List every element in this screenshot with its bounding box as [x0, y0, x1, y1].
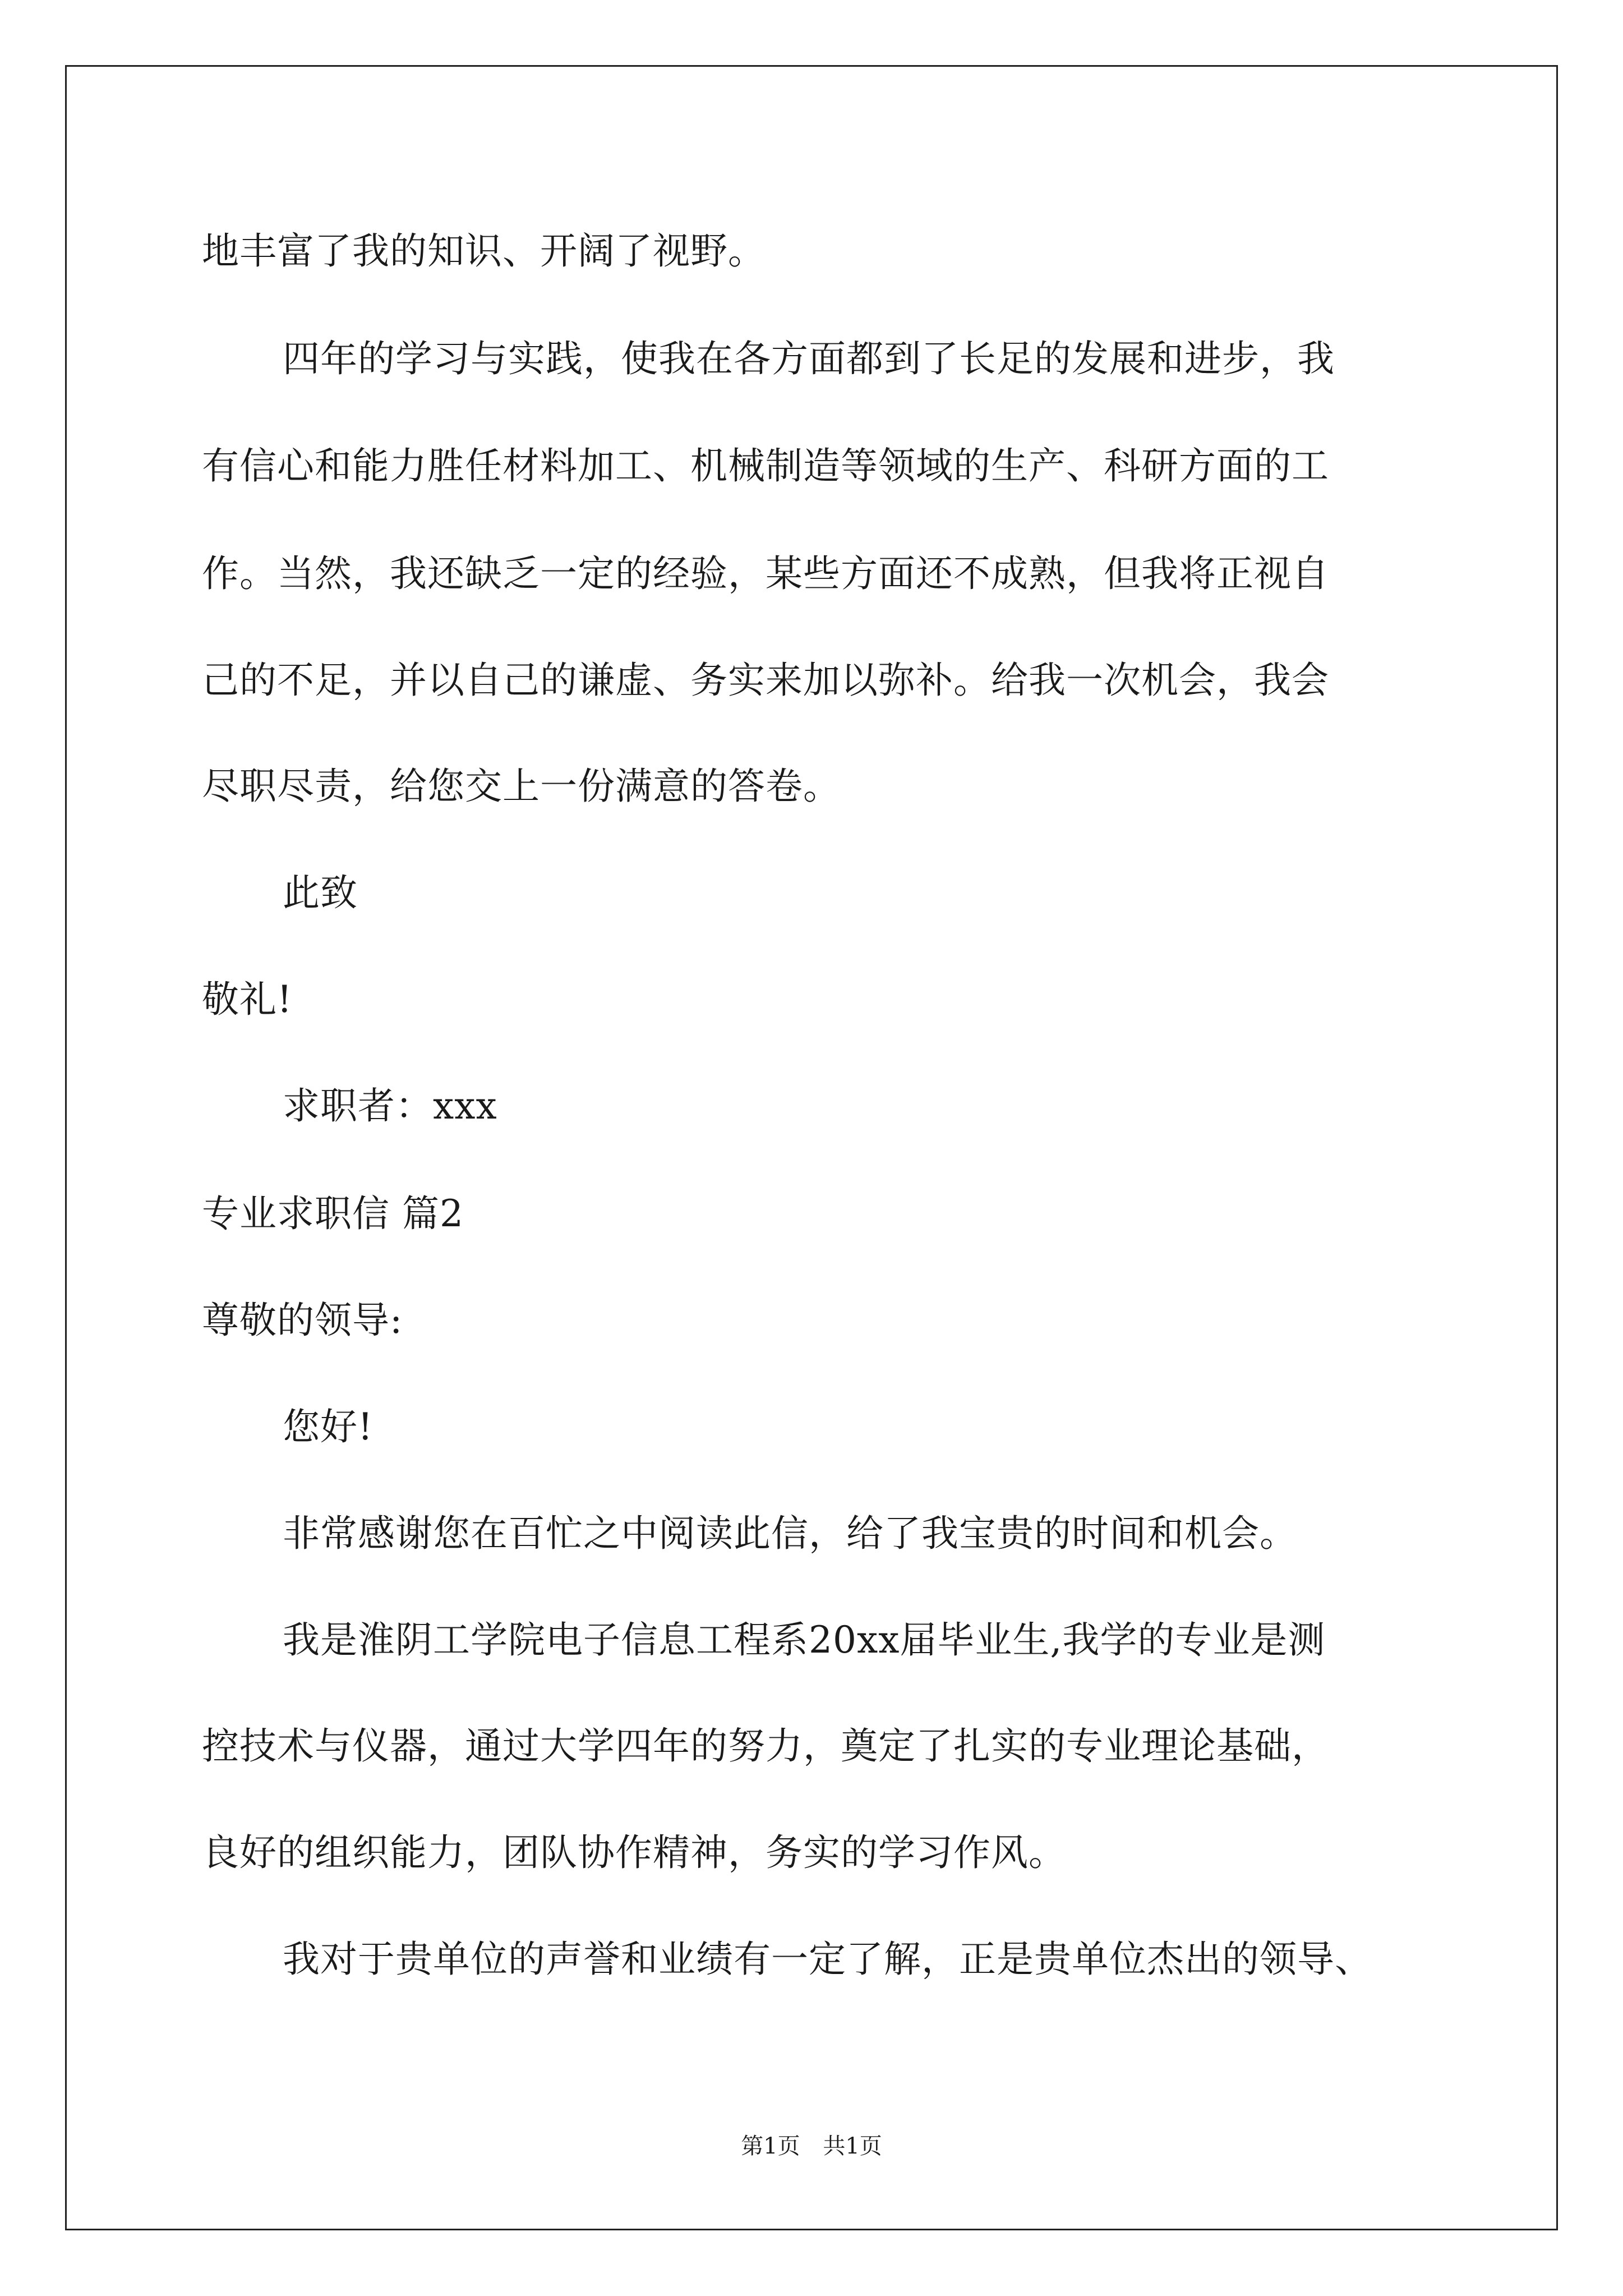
- salutation-regards: 敬礼!: [202, 978, 293, 1021]
- text-line: 我对于贵单位的声誉和业绩有一定了解，正是贵单位杰出的领导、: [283, 1938, 1372, 1981]
- section-heading: 专业求职信 篇2: [202, 1192, 464, 1235]
- text-line: 非常感谢您在百忙之中阅读此信，给了我宝贵的时间和机会。: [283, 1512, 1297, 1555]
- greeting-hello: 您好!: [283, 1405, 374, 1448]
- text-line: 我是淮阴工学院电子信息工程系20xx届毕业生,我学的专业是测: [283, 1618, 1326, 1662]
- signature-line: 求职者：xxx: [283, 1084, 497, 1128]
- text-line: 控技术与仪器，通过大学四年的努力，奠定了扎实的专业理论基础，: [202, 1724, 1329, 1768]
- text-line: 己的不足，并以自己的谦虚、务实来加以弥补。给我一次机会，我会: [202, 659, 1329, 702]
- salutation-close: 此致: [283, 871, 358, 914]
- page-footer: [0, 2131, 1623, 2162]
- page-frame: [65, 65, 1558, 2230]
- page-total: 共1页: [823, 2133, 882, 2159]
- text-line: 四年的学习与实践，使我在各方面都到了长足的发展和进步，我: [283, 337, 1335, 380]
- text-line: 尽职尽责，给您交上一份满意的答卷。: [202, 765, 841, 808]
- greeting-line: 尊敬的领导:: [202, 1299, 403, 1342]
- text-line: 地丰富了我的知识、开阔了视野。: [202, 229, 766, 273]
- text-line: 良好的组织能力，团队协作精神，务实的学习作风。: [202, 1831, 1066, 1874]
- text-line: 有信心和能力胜任材料加工、机械制造等领域的生产、科研方面的工: [202, 444, 1329, 487]
- text-line: 作。当然，我还缺乏一定的经验，某些方面还不成熟，但我将正视自: [202, 552, 1329, 595]
- page-number: 第1页: [741, 2133, 800, 2159]
